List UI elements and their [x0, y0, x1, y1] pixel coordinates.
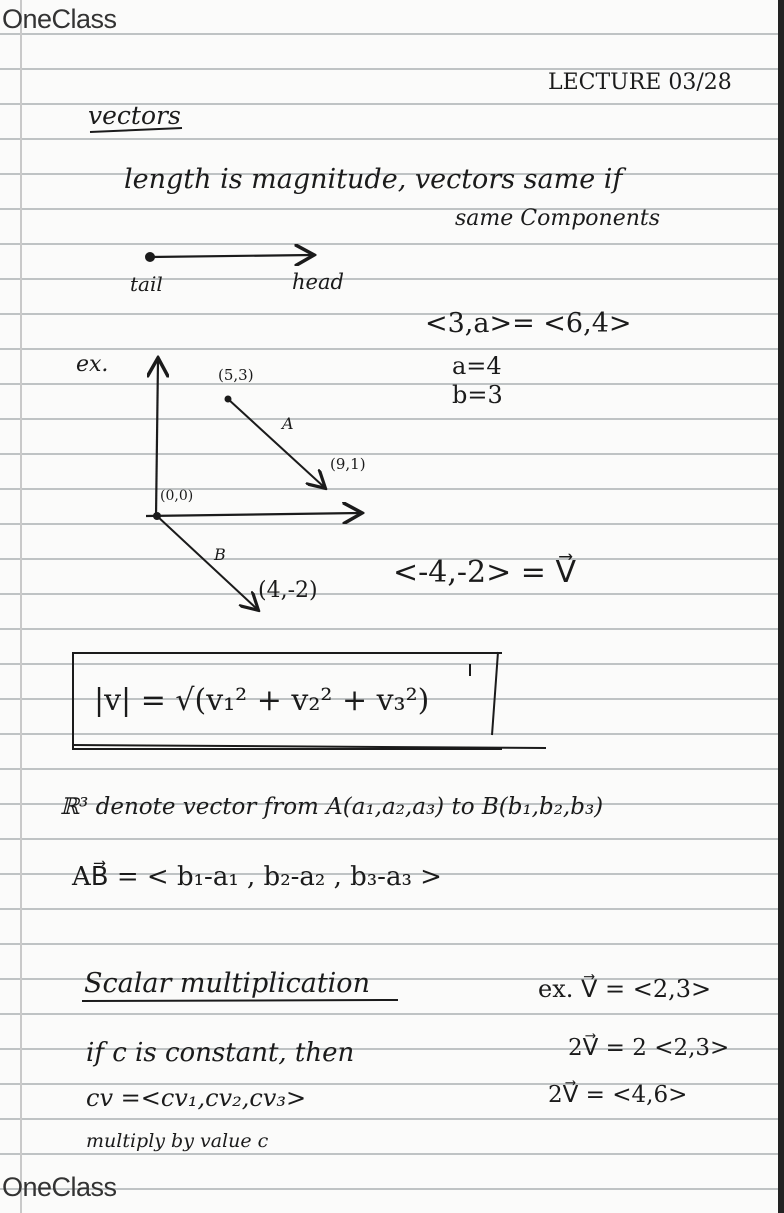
watermark-bottom: OneClass — [2, 1172, 117, 1202]
scalar-example-3: 2V⃗ = <4,6> — [548, 1082, 688, 1108]
label-tail: tail — [130, 272, 163, 296]
scalar-underline — [82, 1000, 398, 1001]
scalar-example-2: 2V⃗ = 2 <2,3> — [568, 1035, 730, 1061]
b-value: b=3 — [452, 381, 503, 409]
note-line-2: same Components — [455, 206, 661, 231]
box-bottom-extension — [72, 745, 546, 748]
a-value: a=4 — [452, 352, 502, 380]
lecture-date: LECTURE 03/28 — [548, 70, 732, 95]
section-title-vectors: vectors — [88, 101, 181, 130]
box-right-stroke — [470, 652, 498, 735]
point-end: (9,1) — [330, 455, 366, 473]
magnitude-formula: |v| = √(v₁² + v₂² + v₃²) — [94, 683, 430, 718]
scalar-line-3: multiply by value c — [86, 1130, 269, 1152]
watermark-top: OneClass — [2, 4, 117, 34]
point-start: (5,3) — [218, 366, 254, 384]
title-underline — [90, 128, 182, 132]
vector-b-label: B — [214, 545, 226, 564]
x-axis — [146, 513, 360, 516]
vector-a-arrow — [228, 399, 324, 487]
scalar-example-1: ex. V⃗ = <2,3> — [538, 975, 712, 1003]
example-label: ex. — [76, 352, 109, 377]
y-axis — [156, 360, 158, 517]
scalar-line-1: if c is constant, then — [86, 1038, 355, 1068]
vector-a-label: A — [282, 414, 294, 433]
vector-result: <-4,-2> = V⃗ — [393, 555, 576, 590]
point-b: (4,-2) — [258, 578, 318, 603]
r3-definition: ℝ³ denote vector from A(a₁,a₂,a₃) to B(b₁,b₂,b₃) — [60, 794, 604, 820]
label-head: head — [292, 270, 344, 294]
vector-b-arrow — [157, 516, 257, 609]
note-line-1: length is magnitude, vectors same if — [124, 164, 623, 195]
vector-arrow — [150, 255, 312, 257]
origin-label: (0,0) — [160, 488, 194, 504]
scalar-line-2: cv =<cv₁,cv₂,cv₃> — [86, 1084, 307, 1112]
section-title-scalar: Scalar multiplication — [84, 968, 370, 999]
ab-formula: AB⃗ = < b₁-a₁ , b₂-a₂ , b₃-a₃ > — [72, 862, 442, 892]
equality-example: <3,a>= <6,4> — [425, 308, 632, 339]
